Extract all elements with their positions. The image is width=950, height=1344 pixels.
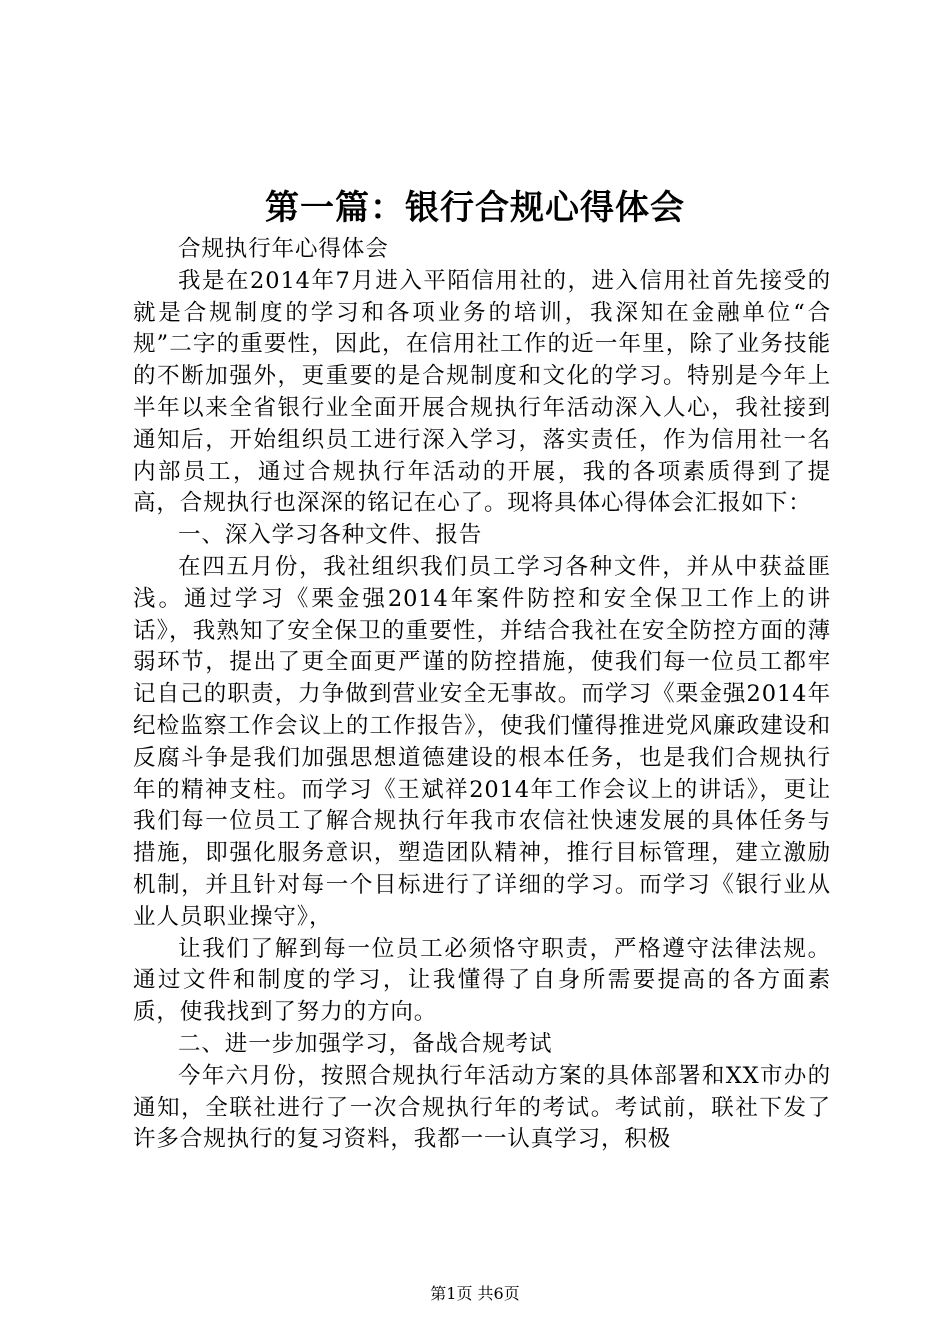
section-heading-1: 一、深入学习各种文件、报告 [178, 522, 483, 549]
body-paragraph: 让我们了解到每一位员工必须恪守职责，严格遵守法律法规。通过文件和制度的学习，让我懂得了自身所需要提高的各方面素质，使我找到了努力的方向。 [133, 935, 831, 1026]
document-body [133, 234, 831, 1156]
page-number-footer: 第1页 共6页 [430, 1284, 520, 1303]
body-paragraph: 在四五月份，我社组织我们员工学习各种文件，并从中获益匪浅。通过学习《栗金强2014年案件防控和安全保卫工作上的讲话》，我熟知了安全保卫的重要性，并结合我社在安全防控方面的薄弱环节，提出了更全面更严谨的防控措施，使我们每一位员工都牢记自己的职责，力争做到营业安全无事故。而学习《栗金强2014年纪检监察工作会议上的工作报告》，使我们懂得推进党风廉政建设和反腐斗争是我们加强思想道德建设的根本任务，也是我们合规执行年的精神支柱。而学习《王斌祥2014年工作会议上的讲话》，更让我们每一位员工了解合规执行年我市农信社快速发展的具体任务与措施，即强化服务意识，塑造团队精神，推行目标管理，建立激励机制，并且针对每一个目标进行了详细的学习。而学习《银行业从业人员职业操守》， [133, 553, 831, 930]
subtitle-paragraph: 合规执行年心得体会 [178, 236, 389, 262]
intro-paragraph: 我是在2014年7月进入平陌信用社的，进入信用社首先接受的就是合规制度的学习和各项业务的培训，我深知在金融单位“合规”二字的重要性，因此，在信用社工作的近一年里，除了业务技能的不断加强外，更重要的是合规制度和文化的学习。特别是今年上半年以来全省银行业全面开展合规执行年活动深入人心，我社接到通知后，开始组织员工进行深入学习，落实责任，作为信用社一名内部员工，通过合规执行年活动的开展，我的各项素质得到了提高，合规执行也深深的铭记在心了。现将具体心得体会汇报如下： [133, 267, 831, 517]
document-title: 第一篇：银行合规心得体会 [265, 188, 685, 228]
section-heading-2: 二、进一步加强学习，备战合规考试 [178, 1030, 553, 1057]
body-paragraph: 今年六月份，按照合规执行年活动方案的具体部署和XX市办的通知，全联社进行了一次合规执行年的考试。考试前，联社下发了许多合规执行的复习资料，我都一一认真学习，积极 [133, 1062, 831, 1153]
